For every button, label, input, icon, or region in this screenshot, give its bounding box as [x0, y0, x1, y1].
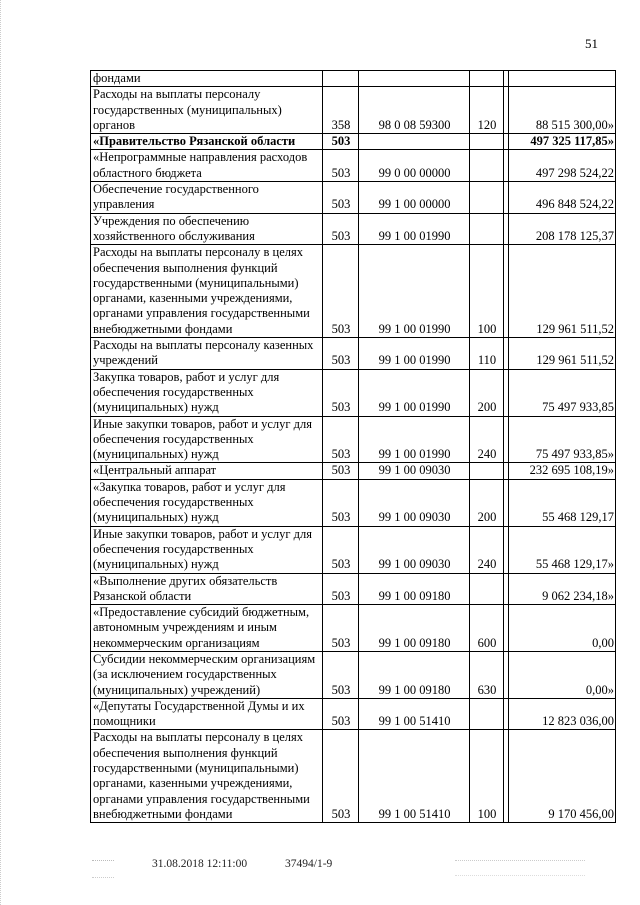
cell-amount: 129 961 511,52 — [509, 338, 616, 370]
cell-amount: 0,00 — [509, 605, 616, 652]
scan-edge — [0, 0, 3, 905]
table-row — [91, 730, 616, 823]
cell-expense-type: 110 — [470, 338, 504, 370]
cell-department-code — [323, 71, 359, 87]
cell-amount: 88 515 300,00» — [509, 87, 616, 134]
cell-target-article: 99 1 00 01990 — [359, 338, 470, 370]
cell-target-article: 99 1 00 00000 — [359, 182, 470, 214]
cell-target-article: 99 1 00 09030 — [359, 479, 470, 526]
faint-scan-mark-left — [92, 860, 114, 878]
cell-expense-type: 240 — [470, 526, 504, 573]
cell-target-article: 99 1 00 01990 — [359, 213, 470, 245]
cell-target-article: 99 1 00 09030 — [359, 526, 470, 573]
table-row — [91, 463, 616, 479]
table-row — [91, 698, 616, 730]
faint-scan-mark-right — [455, 860, 585, 876]
table-row — [91, 573, 616, 605]
cell-name: Расходы на выплаты персоналу в целях обеспечения выполнения функций государственными (муниципальными) органами, казенными учреждениями, органами управления государственными внебюджетными фондами — [91, 730, 323, 823]
cell-department-code: 503 — [323, 338, 359, 370]
cell-department-code: 503 — [323, 245, 359, 338]
table-row — [91, 182, 616, 214]
cell-department-code: 503 — [323, 730, 359, 823]
cell-name: Закупка товаров, работ и услуг для обеспечения государственных (муниципальных) нужд — [91, 369, 323, 416]
table-row — [91, 338, 616, 370]
cell-target-article: 99 1 00 09180 — [359, 651, 470, 698]
cell-expense-type: 600 — [470, 605, 504, 652]
cell-amount: 129 961 511,52 — [509, 245, 616, 338]
table-row — [91, 369, 616, 416]
cell-amount: 208 178 125,37 — [509, 213, 616, 245]
table-row — [91, 526, 616, 573]
cell-target-article: 99 0 00 00000 — [359, 150, 470, 182]
cell-amount: 55 468 129,17» — [509, 526, 616, 573]
cell-name: Иные закупки товаров, работ и услуг для обеспечения государственных (муниципальных) нужд — [91, 526, 323, 573]
page-number: 51 — [585, 36, 598, 51]
cell-expense-type: 200 — [470, 369, 504, 416]
cell-amount: 75 497 933,85 — [509, 369, 616, 416]
table-row — [91, 134, 616, 150]
cell-amount: 232 695 108,19» — [509, 463, 616, 479]
cell-department-code: 503 — [323, 182, 359, 214]
cell-name: «Предоставление субсидий бюджетным, автономным учреждениям и иным некоммерческим организациям — [91, 605, 323, 652]
cell-expense-type: 240 — [470, 416, 504, 463]
cell-target-article: 99 1 00 01990 — [359, 416, 470, 463]
cell-target-article: 99 1 00 51410 — [359, 698, 470, 730]
table-row — [91, 651, 616, 698]
table-row — [91, 71, 616, 87]
cell-department-code: 503 — [323, 479, 359, 526]
cell-amount — [509, 71, 616, 87]
cell-target-article: 98 0 08 59300 — [359, 87, 470, 134]
cell-name: «Непрограммные направления расходов областного бюджета — [91, 150, 323, 182]
cell-expense-type: 120 — [470, 87, 504, 134]
cell-name: Расходы на выплаты персоналу государственных (муниципальных) органов — [91, 87, 323, 134]
cell-name: Иные закупки товаров, работ и услуг для обеспечения государственных (муниципальных) нужд — [91, 416, 323, 463]
footer-datetime: 31.08.2018 12:11:00 — [152, 858, 248, 870]
cell-target-article: 99 1 00 09180 — [359, 573, 470, 605]
cell-department-code: 503 — [323, 150, 359, 182]
cell-name: «Выполнение других обязательств Рязанской области — [91, 573, 323, 605]
table-row — [91, 479, 616, 526]
cell-target-article: 99 1 00 09030 — [359, 463, 470, 479]
budget-table-body — [91, 71, 616, 823]
cell-department-code: 358 — [323, 87, 359, 134]
cell-department-code: 503 — [323, 213, 359, 245]
cell-name: Расходы на выплаты персоналу казенных учреждений — [91, 338, 323, 370]
cell-expense-type — [470, 213, 504, 245]
cell-expense-type: 100 — [470, 730, 504, 823]
cell-amount: 0,00» — [509, 651, 616, 698]
cell-amount: 9 062 234,18» — [509, 573, 616, 605]
cell-department-code: 503 — [323, 651, 359, 698]
table-row — [91, 605, 616, 652]
cell-amount: 75 497 933,85» — [509, 416, 616, 463]
cell-name: «Закупка товаров, работ и услуг для обеспечения государственных (муниципальных) нужд — [91, 479, 323, 526]
cell-department-code: 503 — [323, 573, 359, 605]
cell-name: Учреждения по обеспечению хозяйственного обслуживания — [91, 213, 323, 245]
table-row — [91, 416, 616, 463]
cell-target-article — [359, 134, 470, 150]
cell-target-article: 99 1 00 51410 — [359, 730, 470, 823]
cell-department-code: 503 — [323, 526, 359, 573]
cell-target-article: 99 1 00 01990 — [359, 369, 470, 416]
cell-department-code: 503 — [323, 463, 359, 479]
cell-amount: 496 848 524,22 — [509, 182, 616, 214]
cell-amount: 9 170 456,00 — [509, 730, 616, 823]
cell-department-code: 503 — [323, 416, 359, 463]
cell-department-code: 503 — [323, 698, 359, 730]
cell-name: Субсидии некоммерческим организациям (за исключением государственных (муниципальных) учреждений) — [91, 651, 323, 698]
cell-department-code: 503 — [323, 369, 359, 416]
cell-amount: 497 298 524,22 — [509, 150, 616, 182]
cell-expense-type: 200 — [470, 479, 504, 526]
cell-expense-type — [470, 134, 504, 150]
cell-name: фондами — [91, 71, 323, 87]
cell-name: Расходы на выплаты персоналу в целях обеспечения выполнения функций государственными (муниципальными) органами, казенными учреждениями, органами управления государственными внебюджетными фондами — [91, 245, 323, 338]
table-row — [91, 245, 616, 338]
cell-name: «Центральный аппарат — [91, 463, 323, 479]
cell-expense-type — [470, 150, 504, 182]
cell-expense-type — [470, 71, 504, 87]
table-row — [91, 87, 616, 134]
cell-target-article — [359, 71, 470, 87]
cell-expense-type: 630 — [470, 651, 504, 698]
budget-table — [90, 70, 616, 823]
cell-expense-type: 100 — [470, 245, 504, 338]
cell-amount: 497 325 117,85» — [509, 134, 616, 150]
cell-expense-type — [470, 698, 504, 730]
footer-doc-code: 37494/1-9 — [285, 858, 333, 870]
cell-name: Обеспечение государственного управления — [91, 182, 323, 214]
cell-expense-type — [470, 573, 504, 605]
cell-expense-type — [470, 463, 504, 479]
cell-department-code: 503 — [323, 134, 359, 150]
cell-amount: 12 823 036,00 — [509, 698, 616, 730]
cell-name: «Депутаты Государственной Думы и их помощники — [91, 698, 323, 730]
cell-target-article: 99 1 00 09180 — [359, 605, 470, 652]
cell-target-article: 99 1 00 01990 — [359, 245, 470, 338]
cell-expense-type — [470, 182, 504, 214]
cell-name: «Правительство Рязанской области — [91, 134, 323, 150]
table-row — [91, 150, 616, 182]
table-row — [91, 213, 616, 245]
cell-amount: 55 468 129,17 — [509, 479, 616, 526]
cell-department-code: 503 — [323, 605, 359, 652]
